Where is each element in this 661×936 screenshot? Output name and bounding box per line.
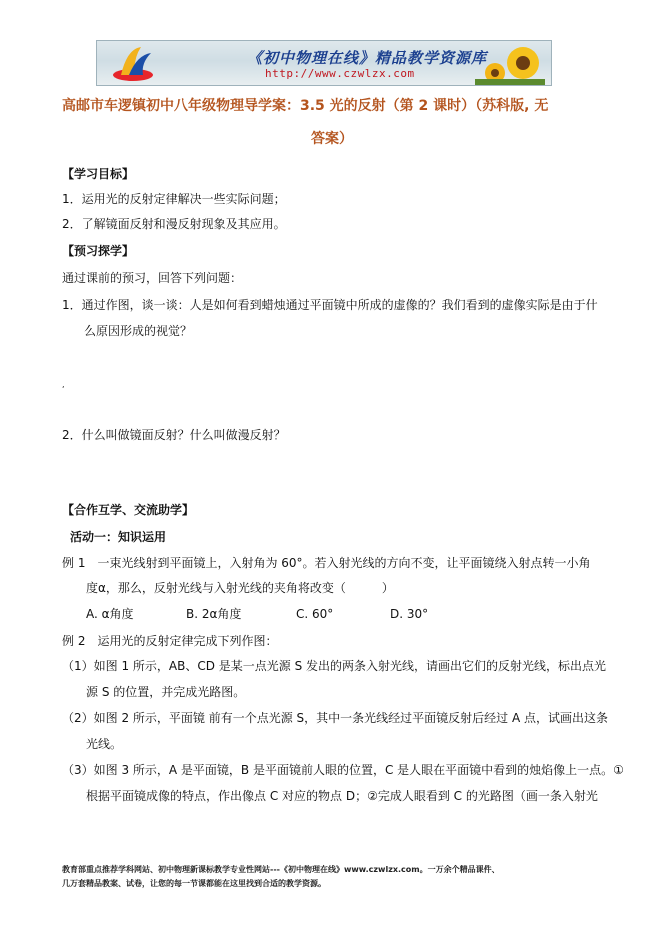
objective-2: 2．了解镜面反射和漫反射现象及其应用。 — [62, 217, 286, 231]
stray-mark: , — [62, 380, 65, 389]
cooperative-heading: 【合作互学、交流助学】 — [62, 503, 195, 517]
example-2-part-3-continued: 根据平面镜成像的特点，作出像点 C 对应的物点 D；②完成人眼看到 C 的光路图（画一条入射光 — [86, 789, 598, 803]
example-1: 例 1 一束光线射到平面镜上，入射角为 60°。若入射光线的方向不变，让平面镜绕入射点转一小角 — [62, 556, 591, 570]
document-title-continued: 答案） — [311, 131, 353, 147]
header-banner — [96, 40, 552, 86]
footer-line-2: 几万套精品教案、试卷，让您的每一节课都能在这里找到合适的教学资源。 — [62, 879, 326, 888]
example-2-part-1: （1）如图 1 所示，AB、CD 是某一点光源 S 发出的两条入射光线，请画出它们的反射光线，标出点光 — [62, 659, 607, 673]
site-logo-icon — [111, 45, 155, 83]
sunflower-icon — [455, 43, 545, 86]
example-2-part-2: （2）如图 2 所示，平面镜 前有一个点光源 S，其中一条光线经过平面镜反射后经过 A 点，试画出这条 — [62, 711, 608, 725]
example-2-part-1-continued: 源 S 的位置，并完成光路图。 — [86, 685, 246, 699]
document-title: 高邮市车逻镇初中八年级物理导学案：3.5 光的反射（第 2 课时）（苏科版, 无 — [62, 98, 549, 114]
footer-line-1: 教育部重点推荐学科网站、初中物理新课标教学专业性网站---《初中物理在线》www.czwlzx.com。一万余个精品课件、 — [62, 865, 500, 874]
option-c: C. 60° — [296, 607, 334, 621]
example-2: 例 2 运用光的反射定律完成下列作图： — [62, 634, 278, 648]
objectives-heading: 【学习目标】 — [62, 167, 135, 181]
question-2: 2．什么叫做镜面反射？什么叫做漫反射？ — [62, 428, 286, 442]
example-2-part-3: （3）如图 3 所示，A 是平面镜，B 是平面镜前人眼的位置，C 是人眼在平面镜中看到的烛焰像上一点。① — [62, 763, 624, 777]
banner-url[interactable]: http://www.czwlzx.com — [265, 67, 415, 80]
preview-heading: 【预习探学】 — [62, 244, 135, 258]
activity-1-heading: 活动一：知识运用 — [70, 530, 167, 544]
preview-intro: 通过课前的预习，回答下列问题： — [62, 271, 243, 285]
objective-1: 1．运用光的反射定律解决一些实际问题； — [62, 192, 286, 206]
question-1-continued: 么原因形成的视觉？ — [84, 324, 193, 338]
example-2-part-2-continued: 光线。 — [86, 737, 123, 751]
example-1-continued: 度α，那么，反射光线与入射光线的夹角将改变（ ） — [86, 581, 394, 595]
option-d: D. 30° — [390, 607, 429, 621]
banner-title: 《初中物理在线》精品教学资源库 — [247, 49, 488, 67]
option-a: A. α角度 — [86, 607, 134, 621]
option-b: B. 2α角度 — [186, 607, 242, 621]
question-1: 1．通过作图，谈一谈：人是如何看到蜡烛通过平面镜中所成的虚像的？我们看到的虚像实际是由于什 — [62, 298, 598, 312]
